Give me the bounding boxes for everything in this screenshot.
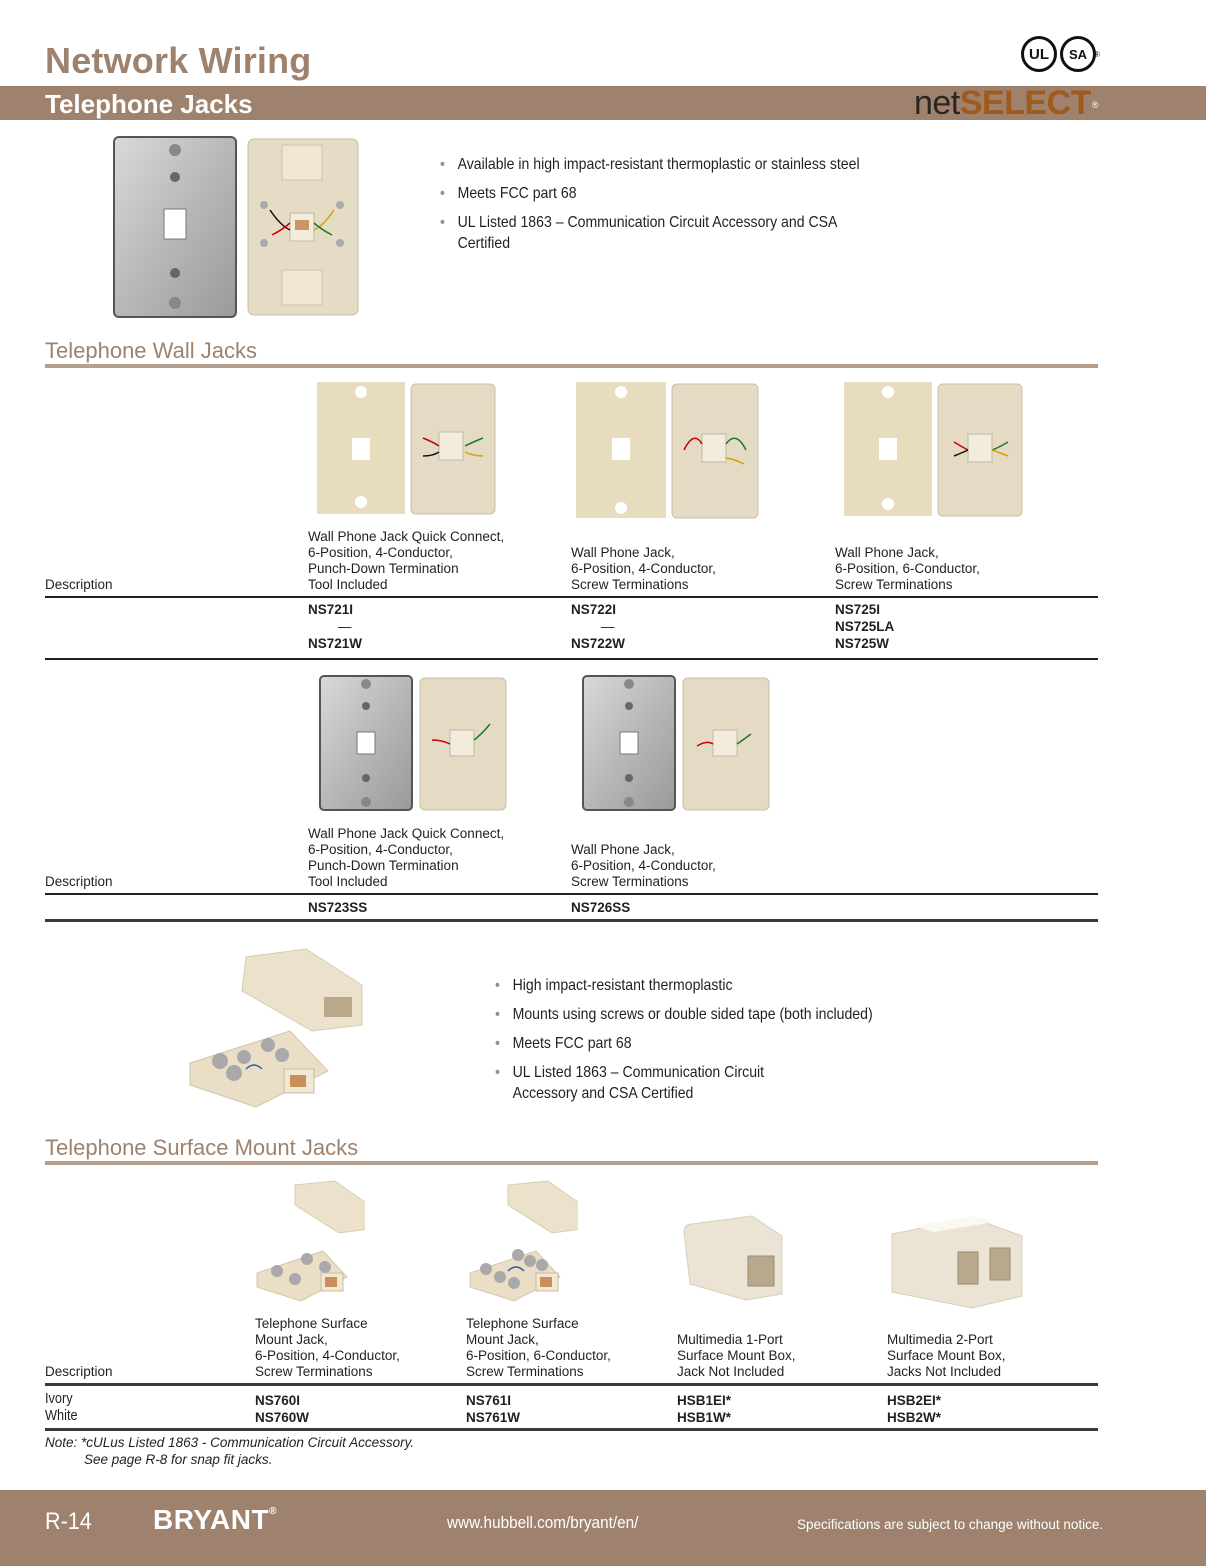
part-number: NS721W: [308, 636, 363, 651]
page-title: Telephone Jacks: [45, 89, 253, 119]
footnote: [45, 1434, 414, 1468]
product-description: [887, 1332, 1006, 1380]
desc-line: Screw Terminations: [466, 1364, 584, 1379]
part-number: NS721I: [308, 602, 354, 617]
ns761-product-image: [468, 1175, 578, 1305]
hsb1-product-image: [680, 1212, 790, 1302]
table-rule: [45, 658, 1098, 660]
footnote-line: See page R-8 for snap fit jacks.: [84, 1452, 273, 1467]
option-ivory: Ivory: [45, 1390, 73, 1407]
desc-line: Punch-Down Termination: [308, 858, 459, 873]
desc-line: 6-Position, 4-Conductor,: [255, 1348, 400, 1363]
product-description: [308, 826, 504, 890]
feature-item: • High impact-resistant thermoplastic: [495, 975, 882, 996]
product-description: [255, 1316, 400, 1380]
row-label-description: Description: [45, 874, 113, 889]
ns722-product-image: [574, 380, 760, 520]
part-number: HSB1EI*: [677, 1393, 732, 1408]
desc-line: Mount Jack,: [255, 1332, 328, 1347]
option-white: White: [45, 1407, 78, 1424]
part-number: NS760I: [255, 1393, 301, 1408]
stainless-wall-jack-image: [112, 135, 362, 320]
part-number: NS725I: [835, 602, 881, 617]
product-description: [571, 545, 716, 593]
desc-line: Wall Phone Jack,: [571, 545, 675, 560]
feature-item: • UL Listed 1863 – Communication Circuit Accessory and CSA Certified: [440, 212, 871, 254]
section-rule: [45, 1161, 1098, 1165]
ns726ss-product-image: [581, 674, 771, 814]
part-number: NS725LA: [835, 619, 895, 634]
part-number: NS761I: [466, 1393, 512, 1408]
desc-line: Screw Terminations: [255, 1364, 373, 1379]
section-title-wall-jacks: Telephone Wall Jacks: [45, 338, 257, 363]
disclaimer: Specifications are subject to change without notice.: [797, 1517, 1104, 1532]
desc-line: Telephone Surface: [255, 1316, 368, 1331]
ns760-product-image: [255, 1175, 365, 1305]
logo-suffix: SELECT: [959, 84, 1091, 122]
feature-item: • Available in high impact-resistant thermoplastic or stainless steel: [440, 154, 871, 175]
surface-feature-list: [495, 975, 882, 1112]
feature-item: • Meets FCC part 68: [495, 1033, 882, 1054]
table-rule: [45, 596, 1098, 598]
feature-item: • Mounts using screws or double sided tape (both included): [495, 1004, 882, 1025]
desc-line: Tool Included: [308, 874, 388, 889]
desc-line: Screw Terminations: [835, 577, 953, 592]
desc-line: Wall Phone Jack Quick Connect,: [308, 529, 505, 544]
part-number: HSB2EI*: [887, 1393, 942, 1408]
ul-label: UL: [1029, 45, 1049, 63]
desc-line: Surface Mount Box,: [677, 1348, 796, 1363]
desc-line: Wall Phone Jack,: [835, 545, 939, 560]
section-rule: [45, 364, 1098, 368]
desc-line: 6-Position, 4-Conductor,: [571, 561, 716, 576]
category-title: Network Wiring: [45, 40, 312, 81]
page-number: R-14: [45, 1508, 92, 1535]
logo-mark: ®: [1091, 100, 1098, 110]
ns721-product-image: [315, 380, 497, 518]
part-numbers: [677, 1392, 731, 1426]
intro-feature-list: [440, 154, 871, 262]
desc-line: Wall Phone Jack,: [571, 842, 675, 857]
part-number: NS760W: [255, 1410, 310, 1425]
desc-line: Jack Not Included: [677, 1364, 785, 1379]
desc-line: Mount Jack,: [466, 1332, 539, 1347]
feature-item: • UL Listed 1863 – Communication Circuit Accessory and CSA Certified: [495, 1062, 829, 1104]
desc-line: 6-Position, 4-Conductor,: [571, 858, 716, 873]
table-rule: [45, 893, 1098, 895]
part-number: NS725W: [835, 636, 890, 651]
product-description: [308, 529, 504, 593]
product-description: [466, 1316, 611, 1380]
ns725-product-image: [842, 380, 1024, 518]
desc-line: Multimedia 2-Port: [887, 1332, 993, 1347]
desc-line: Wall Phone Jack Quick Connect,: [308, 826, 505, 841]
desc-line: 6-Position, 4-Conductor,: [308, 545, 453, 560]
desc-line: Tool Included: [308, 577, 388, 592]
footnote-line: Note: *cULus Listed 1863 - Communication Circuit Accessory.: [45, 1435, 415, 1450]
brand-name: BRYANT: [153, 1504, 270, 1535]
feature-item: • Meets FCC part 68: [440, 183, 871, 204]
desc-line: 6-Position, 6-Conductor,: [835, 561, 980, 576]
logo-prefix: net: [913, 84, 960, 122]
part-numbers: [466, 1392, 520, 1426]
part-number-none: —: [601, 619, 615, 634]
row-label-description: Description: [45, 1364, 113, 1379]
csa-certified-icon: [1060, 36, 1096, 72]
desc-line: Telephone Surface: [466, 1316, 579, 1331]
csa-label: SA: [1068, 46, 1088, 62]
part-numbers: [887, 1392, 941, 1426]
section-title-surface-jacks: Telephone Surface Mount Jacks: [45, 1135, 359, 1160]
desc-line: 6-Position, 4-Conductor,: [308, 842, 453, 857]
desc-line: 6-Position, 6-Conductor,: [466, 1348, 611, 1363]
table-rule: [45, 1428, 1098, 1431]
table-rule: [45, 919, 1098, 922]
part-numbers: [308, 601, 362, 652]
table-rule: [45, 1383, 1098, 1386]
desc-line: Jacks Not Included: [887, 1364, 1002, 1379]
bryant-logo: [153, 1504, 277, 1536]
desc-line: Screw Terminations: [571, 577, 689, 592]
surface-mount-jack-image: [186, 945, 366, 1110]
ns723ss-product-image: [318, 674, 508, 814]
netselect-logo: [914, 86, 1098, 120]
product-description: [677, 1332, 796, 1380]
website-link[interactable]: www.hubbell.com/bryant/en/: [447, 1513, 639, 1532]
part-number: NS761W: [466, 1410, 521, 1425]
part-numbers: [255, 1392, 309, 1426]
brand-mark: ®: [269, 1506, 277, 1517]
ul-listed-icon: [1021, 36, 1057, 72]
desc-line: Surface Mount Box,: [887, 1348, 1006, 1363]
part-numbers: [835, 601, 894, 652]
registered-mark: ®: [1094, 50, 1100, 59]
part-number-none: —: [338, 619, 352, 634]
part-number: NS722W: [571, 636, 626, 651]
product-description: [571, 842, 716, 890]
color-options: [45, 1390, 78, 1424]
part-numbers: [571, 601, 625, 652]
desc-line: Multimedia 1-Port: [677, 1332, 783, 1347]
part-number: HSB2W*: [887, 1410, 942, 1425]
desc-line: Punch-Down Termination: [308, 561, 459, 576]
product-description: [835, 545, 980, 593]
part-number: NS726SS: [571, 900, 631, 915]
part-number: NS722I: [571, 602, 617, 617]
hsb2-product-image: [888, 1210, 1028, 1310]
part-number: HSB1W*: [677, 1410, 732, 1425]
desc-line: Screw Terminations: [571, 874, 689, 889]
part-number: NS723SS: [308, 900, 368, 915]
row-label-description: Description: [45, 577, 113, 592]
